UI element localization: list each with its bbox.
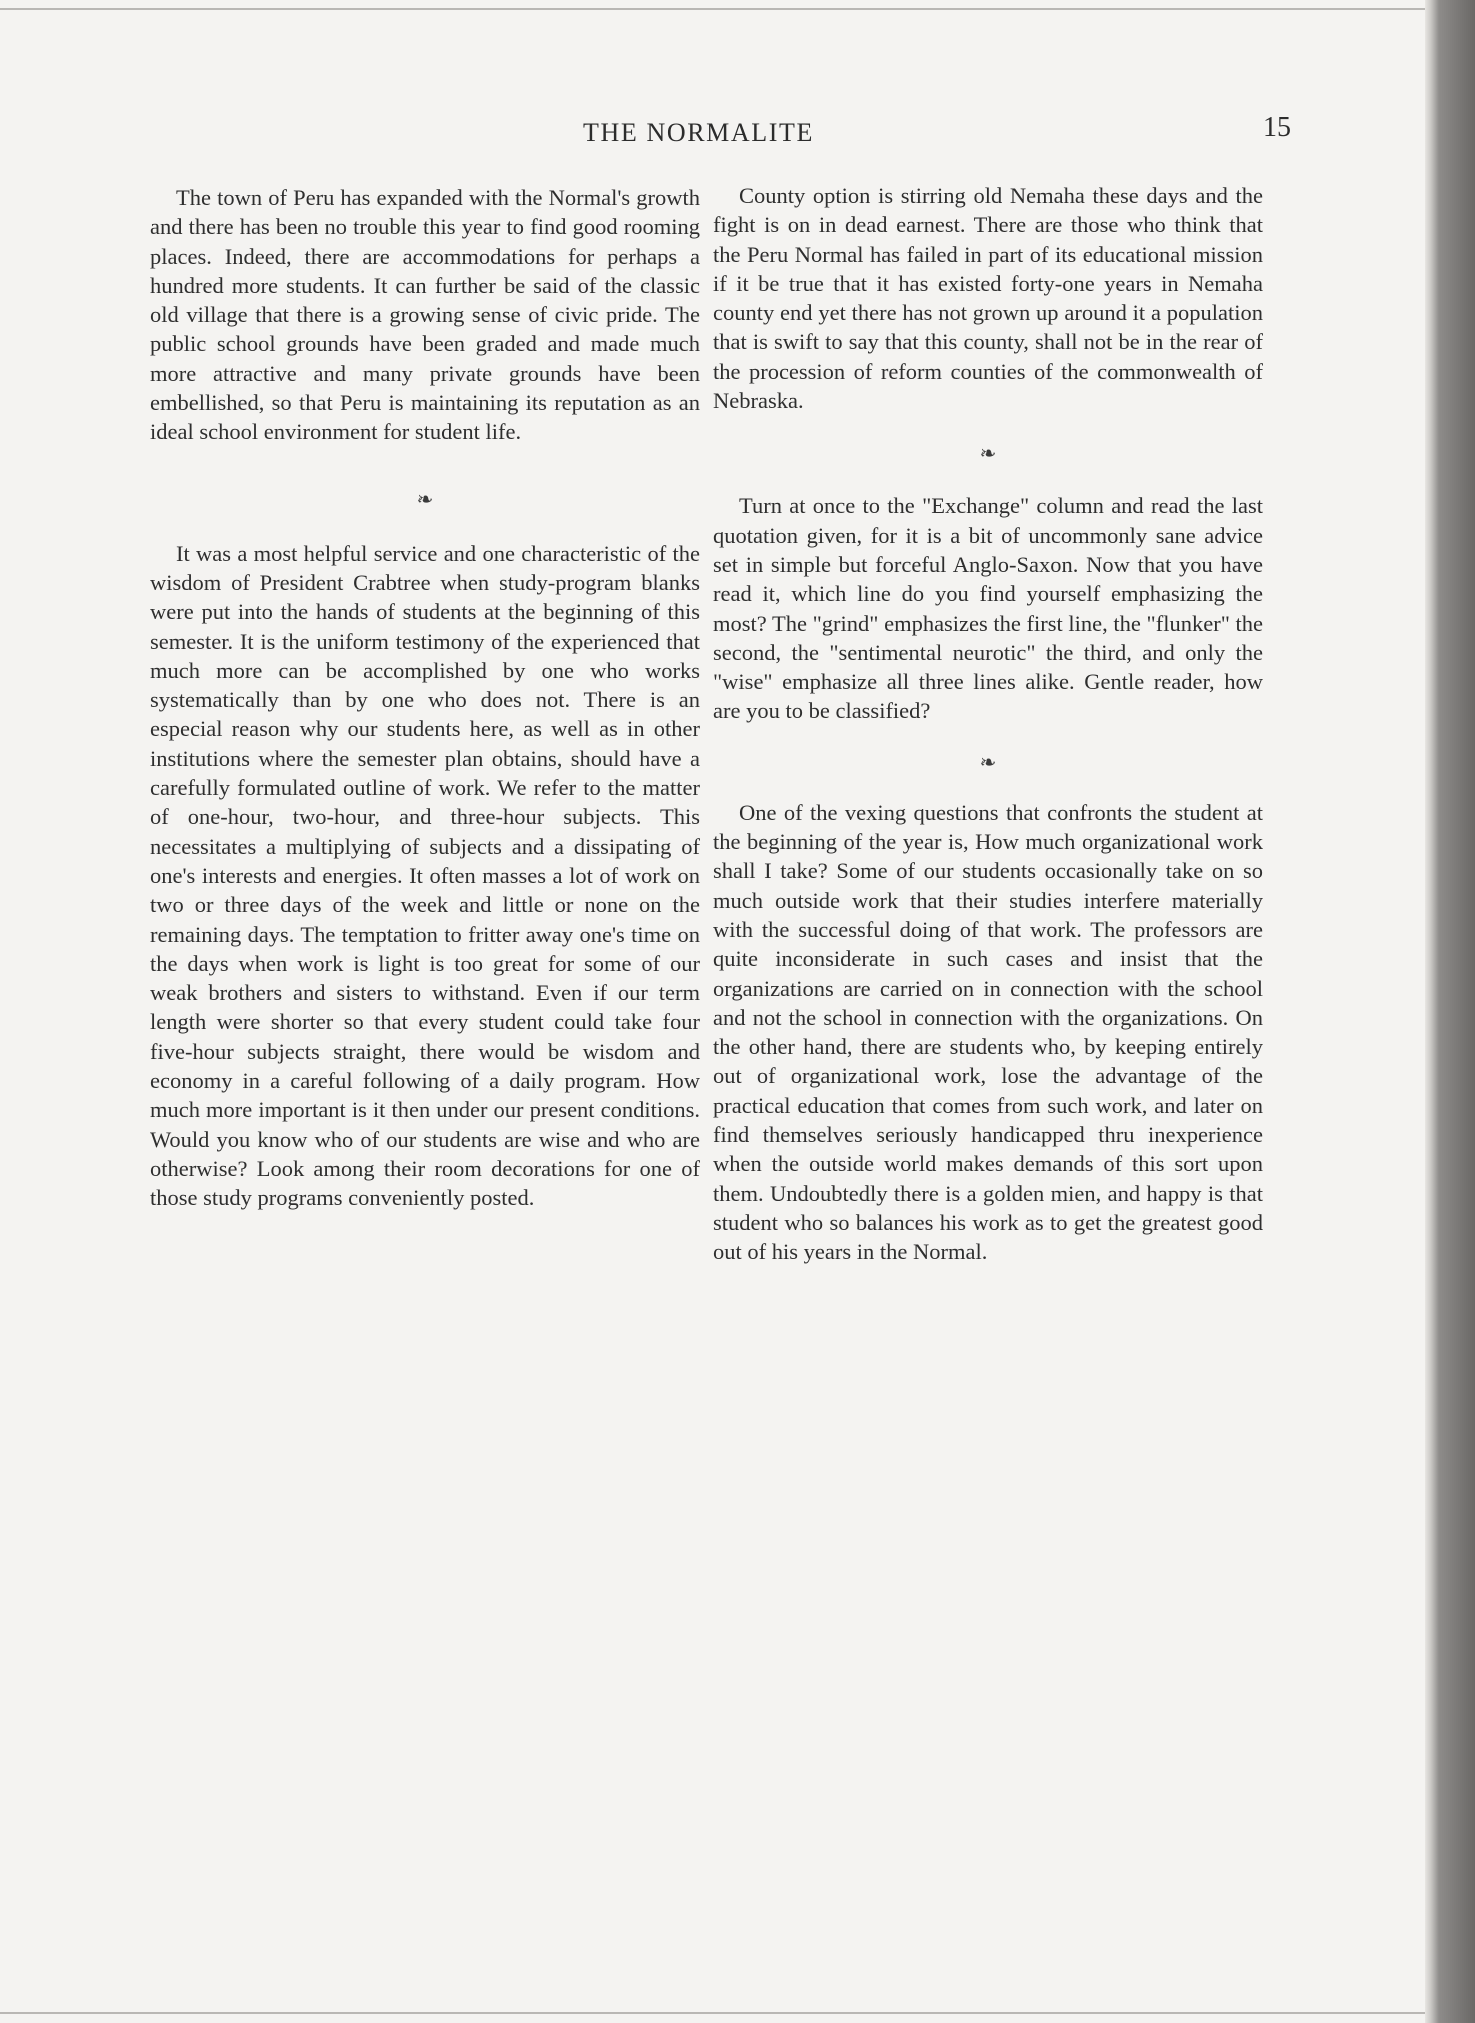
running-title: THE NORMALITE xyxy=(583,118,814,147)
fleuron-icon: ❧ xyxy=(979,443,997,466)
page-number: 15 xyxy=(1263,112,1291,143)
paragraph-exchange-column: Turn at once to the "Exchange" column and read the last quotation given, for it is a bit of uncommonly sane advice set in simple but forceful Anglo-Saxon. Now that you have read it, which line do you find yourself emphasizing the most? The "grind" emphasizes the first line, the "flunker" the second, the "sentimental neurotic" the third, and only the "wise" emphasize all three lines alike. Gentle reader, how are you to be classified? xyxy=(713,493,1263,724)
right-column xyxy=(713,181,1263,1267)
fleuron-icon: ❧ xyxy=(979,751,997,774)
paragraph-peru-town: The town of Peru has expanded with the Normal's growth and there has been no trouble this year to find good rooming places. Indeed, there are accommodations for perhaps a hundred more students. It can further be said of the classic old village that there is a growing sense of civic pride. The public school grounds have been graded and made much more attractive and many private grounds have been embellished, so that Peru is maintaining its reputation as an ideal school environment for student life. xyxy=(150,185,700,445)
paragraph-study-programs: It was a most helpful service and one characteristic of the wisdom of President Crabtree when study-program blanks were put into the hands of students at the beginning of this semester. It is the uniform testimony of the experienced that much more can be accomplished by one who works systematically than by one who does not. There is an especial reason why our students here, as well as in other institutions where the semester plan obtains, should have a carefully formulated outline of work. We refer to the matter of one-hour, two-hour, and three-hour subjects. This necessitates a multiplying of subjects and a dissipating of one's interests and energies. It often masses a lot of work on two or three days of the week and little or none on the remaining days. The temptation to fritter away one's time on the days when work is light is too great for some of our weak brothers and sisters to withstand. Even if our term length were shorter so that every student could take four five-hour subjects straight, there would be wisdom and economy in a careful following of a daily program. How much more important is it then under our present conditions. Would you know who of our students are wise and who are otherwise? Look among their room decorations for one of those study programs conveniently posted. xyxy=(150,540,700,1211)
paragraph-county-option: County option is stirring old Nemaha these days and the fight is on in dead earnest. There are those who think that the Peru Normal has failed in part of its educational mission if it be true that it has existed forty-one years in Nemaha county end yet there has not grown up around it a population that is swift to say that this county, shall not be in the rear of the procession of reform counties of the commonwealth of Nebraska. xyxy=(713,183,1263,414)
scan-top-rule xyxy=(0,8,1425,10)
left-column xyxy=(150,183,700,1213)
scan-bottom-rule xyxy=(0,2012,1425,2014)
paragraph-organizational-work: One of the vexing questions that confronts the student at the beginning of the year is, How much organizational work shall I take? Some of our students occasionally take on so much outside work that their studies interfere materially with the successful doing of that work. The professors are quite inconsiderate in such cases and insist that the organizations are carried on in connection with the school and not the school in connection with the organizations. On the other hand, there are students who, by keeping entirely out of organizational work, lose the advantage of the practical education that comes from such work, and later on find themselves seriously handicapped thru inexperience when the outside world makes demands of this sort upon them. Undoubtedly there is a golden mien, and happy is that student who so balances his work as to get the greatest good out of his years in the Normal. xyxy=(713,799,1263,1265)
fleuron-icon: ❧ xyxy=(416,488,434,511)
scan-page-edge xyxy=(1425,0,1475,2023)
